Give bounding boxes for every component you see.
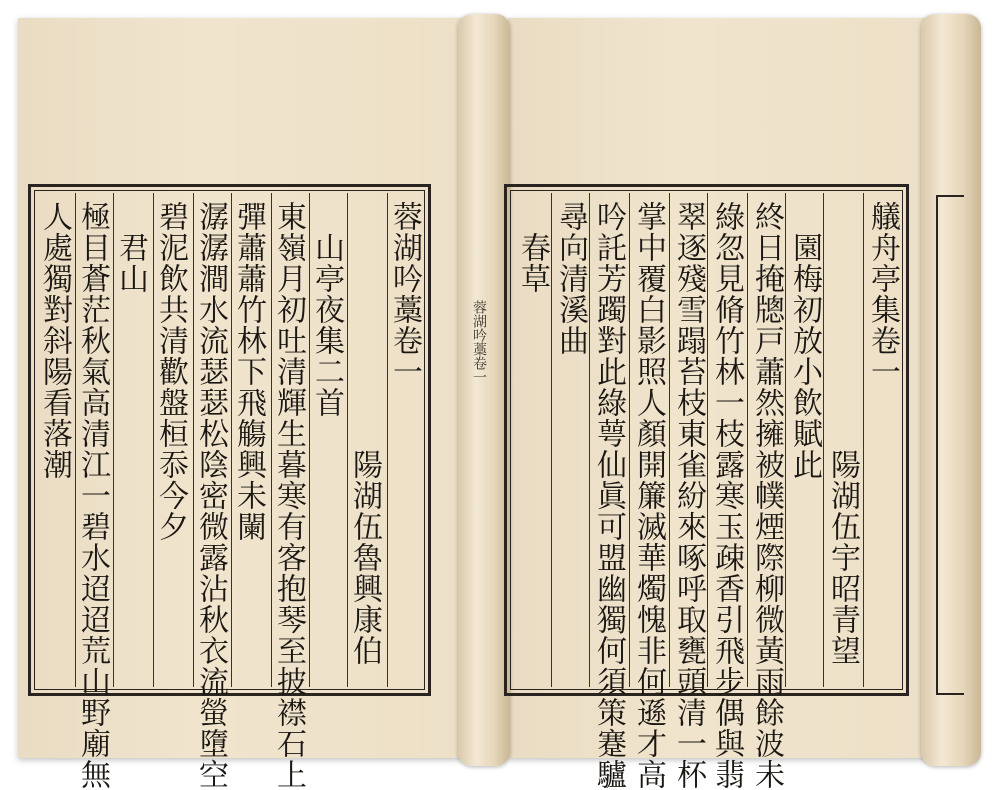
right-text-frame (504, 184, 909, 790)
poem-title-column: 春草 (515, 201, 550, 294)
poem-text-column: 翠逐殘雪蹋苔枝東雀紛來啄呼取甕頭清一杯 (671, 201, 706, 790)
book-title-column: 艤舟亭集卷一 (865, 201, 900, 387)
author-column: 陽湖伍魯興康伯 (347, 201, 382, 666)
next-page-edge (936, 195, 964, 695)
poem-text-column: 東嶺月初吐清輝生暮寒有客抱琴至披襟石上 (271, 201, 306, 790)
book-title-column: 蓉湖吟藁卷一 (387, 201, 422, 387)
poem-text-column: 吟託芳躅對此綠萼仙眞可盟幽獨何須策蹇驢 (591, 201, 626, 790)
poem-text-column: 綠忽見脩竹林一枝露寒玉疎香引飛步偶與翡 (709, 201, 744, 790)
poem-text-column: 碧泥飲共清歡盤桓忝今夕 (153, 201, 188, 542)
poem-text-column: 極目蒼茫秋氣高清江一碧水迢迢荒山野廟無 (75, 201, 110, 790)
poem-text-column: 彈蕭蕭竹林下飛觴興未闌 (231, 201, 266, 542)
poem-text-column: 尋向清溪曲 (553, 201, 588, 356)
poem-title-column: 園梅初放小飲賦此 (787, 201, 822, 480)
poem-text-column: 終日掩牕戸蕭然擁被幞煙際柳微黃雨餘波未 (749, 201, 784, 790)
poem-title-column: 君山 (113, 201, 148, 294)
author-column: 陽湖伍宇昭青望 (825, 201, 860, 666)
spine-label: 蓉湖吟藁卷一 (471, 300, 487, 384)
poem-title-column: 山亭夜集二首 (309, 201, 344, 418)
poem-text-column: 人處獨對斜陽看落潮 (37, 201, 72, 480)
poem-text-column: 潺潺澗水流瑟瑟松陰密微露沾秋衣流螢墮空 (193, 201, 228, 790)
left-text-frame (28, 184, 431, 790)
center-binding-fold (458, 14, 510, 766)
poem-text-column: 掌中覆白影照人顏開簾滅華燭愧非何遜才高 (631, 201, 666, 790)
